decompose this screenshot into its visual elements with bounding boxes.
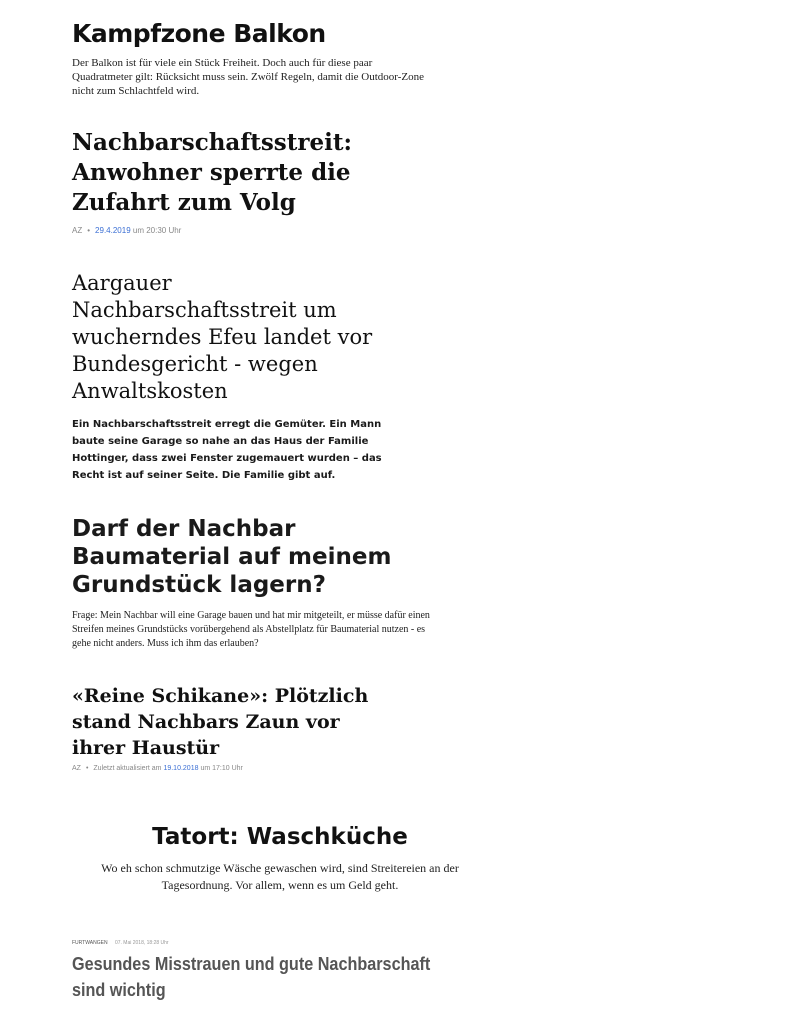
lead-line: Tagesordnung. Vor allem, wenn es um Geld geht. [161,878,399,892]
article-title[interactable] [72,128,402,218]
article-aargauer-efeu [72,270,412,484]
article-reine-schikane [72,683,372,772]
article-lead: Frage: Mein Nachbar will eine Garage bauen und hat mir mitgeteilt, er müsse dafür einen Streifen meines Grundstücks vorübergehend als Abstellplatz für Baumaterial nutzen - es gehe nicht anders. Muss ich ihm das erlauben? [72,610,430,649]
title-line: Zufahrt zum Volg [72,189,296,216]
article-lead: Ein Nachbarschaftsstreit erregt die Gemüter. Ein Mann baute seine Garage so nahe an das Haus der Familie Hottinger, dass zwei Fenster zugemauert wurden – das Recht ist auf seiner Seite. Die Familie gibt auf. [72,419,382,481]
article-meta [72,940,472,946]
article-date-link[interactable]: 29.4.2019 [95,226,131,235]
article-time: um 17:10 Uhr [200,765,243,772]
article-title[interactable] [72,951,468,1003]
title-line: Grundstück lagern? [72,572,326,598]
title-line: Baumaterial auf meinem [72,544,392,570]
article-date-link[interactable]: 19.10.2018 [163,765,199,772]
title-line: wucherndes Efeu landet vor [72,325,373,349]
title-line: sind wichtig [72,980,166,1000]
article-meta [72,765,372,772]
article-source: AZ [72,765,81,772]
title-line: Aargauer [72,271,172,295]
separator-dot: • [85,765,89,772]
updated-label: Zuletzt aktualisiert am [93,765,162,772]
article-time: um 20:30 Uhr [132,226,182,235]
title-line: Gesundes Misstrauen und gute Nachbarschaft [72,954,431,974]
article-nachbarschaftsstreit [72,128,402,235]
title-line: Bundesgericht - wegen [72,352,318,376]
title-line: Anwohner sperrte die [72,159,351,186]
article-title[interactable]: Tatort: Waschküche [152,824,408,850]
article-title[interactable] [72,683,372,761]
article-title[interactable] [72,270,412,405]
article-kampfzone-balkon [72,18,432,98]
title-line: stand Nachbars Zaun vor [72,711,340,733]
article-tatort-waschkueche [60,822,500,894]
article-furtwangen [72,940,472,1003]
title-line: Darf der Nachbar [72,516,296,542]
article-lead: Der Balkon ist für viele ein Stück Freiheit. Doch auch für diese paar Quadratmeter gilt: Rücksicht muss sein. Zwölf Regeln, damit die Outdoor-Zone nicht zum Schlachtfeld wird. [72,57,425,97]
title-line: Nachbarschaftsstreit: [72,129,352,156]
article-meta [72,226,402,235]
title-line: «Reine Schikane»: Plötzlich [72,685,369,707]
article-title[interactable] [72,515,432,599]
lead-line: Wo eh schon schmutzige Wäsche gewaschen wird, sind Streitereien an der [101,861,459,875]
title-line: ihrer Haustür [72,737,220,759]
separator-dot: • [87,226,91,235]
article-source: AZ [72,226,83,235]
article-location: FURTWANGEN [72,940,108,946]
title-line: Anwaltskosten [72,379,228,403]
article-title[interactable]: Kampfzone Balkon [72,19,326,48]
article-lead [60,860,500,894]
article-baumaterial [72,515,432,651]
article-timestamp: 07. Mai 2018, 18:28 Uhr [114,940,169,946]
title-line: Nachbarschaftsstreit um [72,298,337,322]
